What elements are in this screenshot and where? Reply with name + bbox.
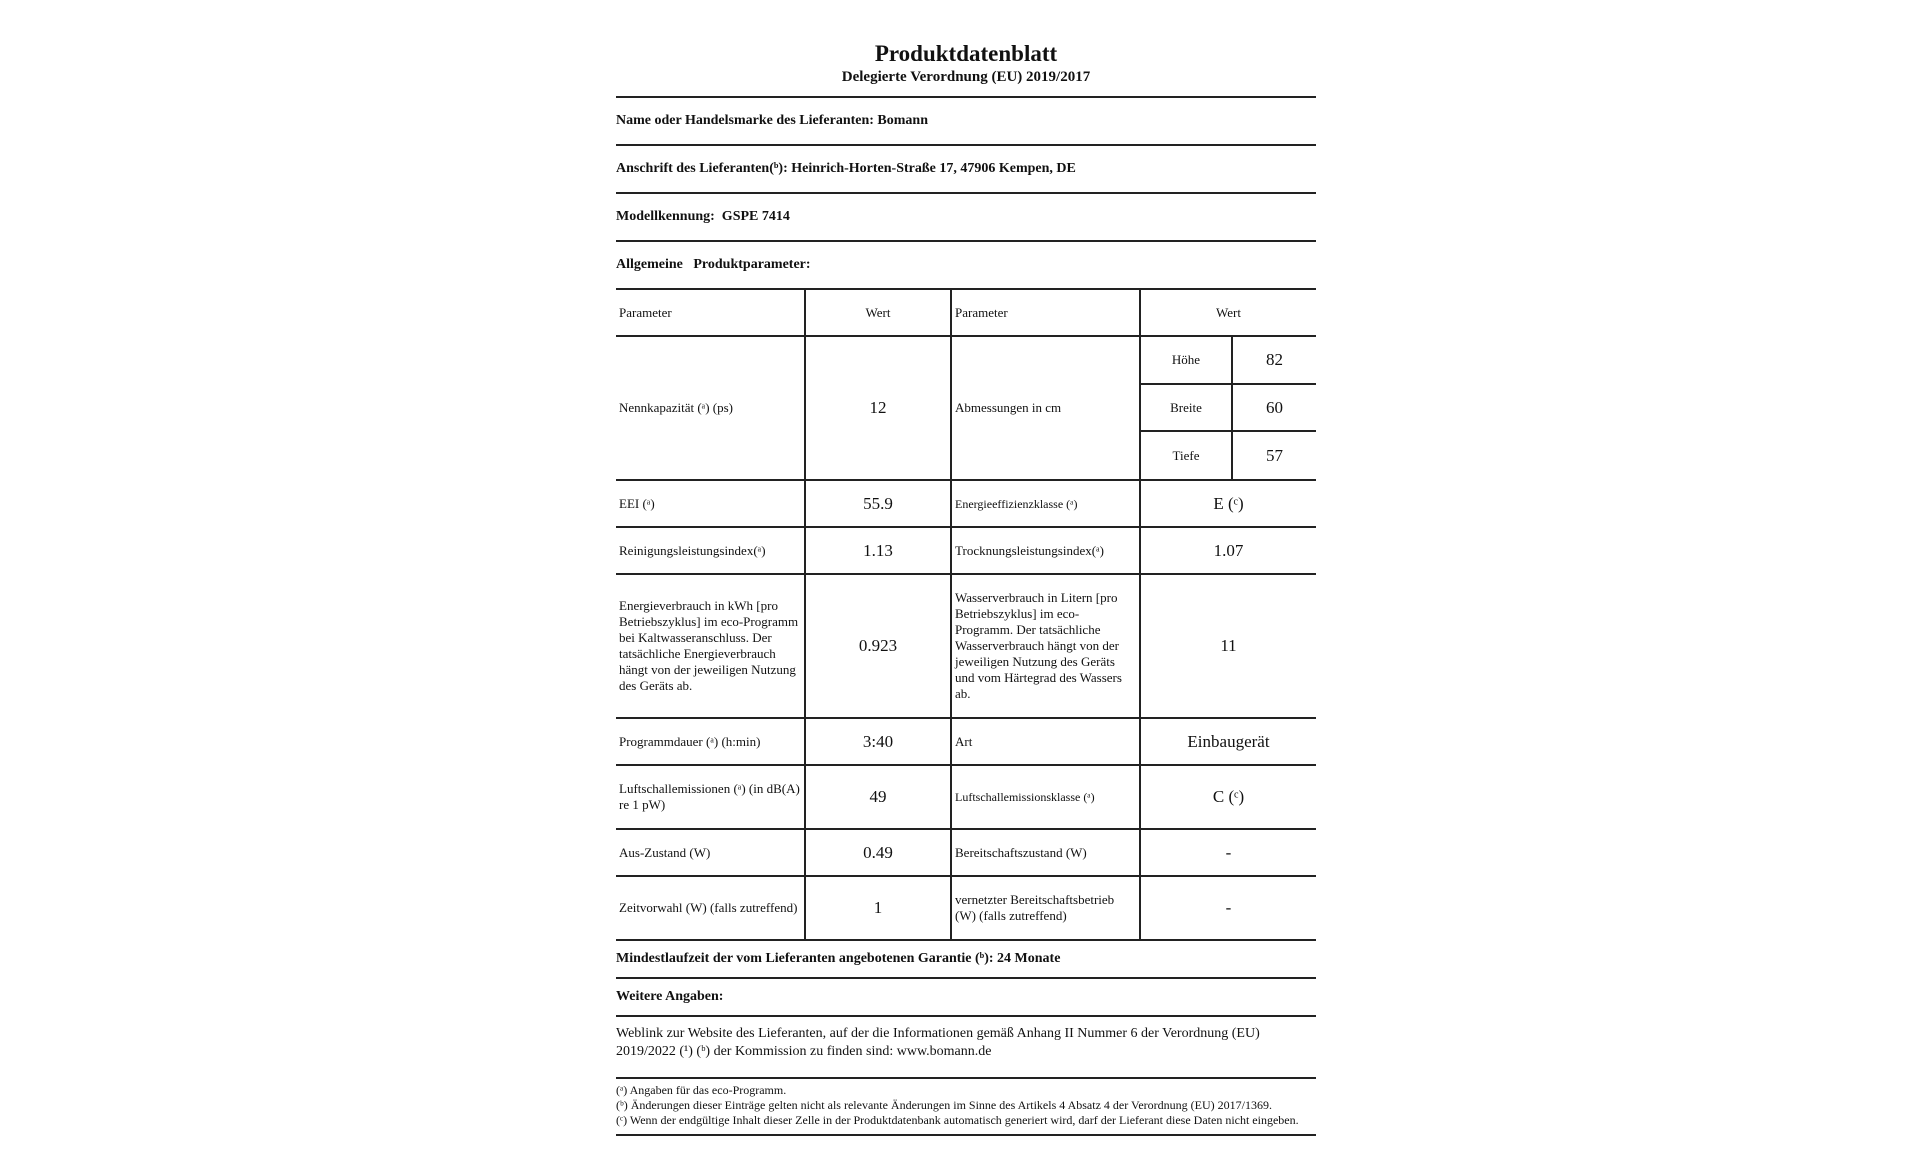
footnote-b: (ᵇ) Änderungen dieser Einträge gelten nicht als relevante Änderungen im Sinne des Artikels 4 Absatz 4 der Verordnung (EU) 2017/1369. <box>616 1098 1272 1112</box>
networked-standby-label: vernetzter Bereitschaftsbetrieb (W) (falls zutreffend) <box>951 876 1140 940</box>
supplier-address: Anschrift des Lieferanten(ᵇ): Heinrich-Horten-Straße 17, 47906 Kempen, DE <box>616 161 1076 176</box>
table-header-row <box>616 289 1316 336</box>
header-parameter-2: Parameter <box>951 289 1140 336</box>
water-consumption-label: Wasserverbrauch in Litern [pro Betriebszyklus] im eco-Programm. Der tatsächliche Wasserverbrauch hängt von der jeweiligen Nutzung des Geräts und vom Härtegrad des Wassers ab. <box>951 574 1140 718</box>
dim-value-depth: 57 <box>1266 445 1283 465</box>
supplier-address-row <box>616 146 1316 194</box>
table-row <box>616 718 1316 765</box>
noise-emission-value: 49 <box>805 765 951 829</box>
table-row <box>616 527 1316 574</box>
document-title: Produktdatenblatt <box>874 41 1058 66</box>
dim-label-depth: Tiefe <box>1141 431 1232 479</box>
dimensions-subtable <box>1141 337 1316 479</box>
product-data-sheet <box>616 40 1316 1136</box>
parameter-table <box>616 288 1316 941</box>
table-row <box>616 336 1316 480</box>
drying-index-label: Trocknungsleistungsindex(ᵃ) <box>951 527 1140 574</box>
cleaning-index-label: Reinigungsleistungsindex(ᵃ) <box>616 527 805 574</box>
cleaning-index-value: 1.13 <box>805 527 951 574</box>
footnotes <box>616 1079 1316 1136</box>
supplier-name-row <box>616 98 1316 146</box>
model-identifier: Modellkennung: GSPE 7414 <box>616 209 790 224</box>
eei-value: 55.9 <box>805 480 951 527</box>
guarantee-text: Mindestlaufzeit der vom Lieferanten angebotenen Garantie (ᵇ): 24 Monate <box>616 951 1061 966</box>
drying-index-value: 1.07 <box>1140 527 1316 574</box>
general-params-heading: Allgemeine Produktparameter: <box>616 257 811 272</box>
guarantee-row <box>616 941 1316 979</box>
table-row <box>616 765 1316 829</box>
document-subtitle: Delegierte Verordnung (EU) 2019/2017 <box>841 69 1091 85</box>
weblink-text: Weblink zur Website des Lieferanten, auf der die Informationen gemäß Anhang II Nummer 6 der Verordnung (EU) 2019/2022 (¹) (ᵇ) der Kommission zu finden sind: www.bomann.de <box>616 1026 1260 1059</box>
energy-consumption-label: Energieverbrauch in kWh [pro Betriebszyklus] im eco-Programm bei Kaltwasseranschluss. Der tatsächliche Energieverbrauch hängt von der jeweiligen Nutzung des Geräts ab. <box>616 574 805 718</box>
table-row <box>1141 431 1316 479</box>
more-info-heading: Weitere Angaben: <box>616 989 724 1004</box>
water-consumption-value: 11 <box>1140 574 1316 718</box>
footnote-c: (ᶜ) Wenn der endgültige Inhalt dieser Zelle in der Produktdatenbank automatisch generiert wird, darf der Lieferant diese Daten nicht eingeben. <box>616 1113 1299 1127</box>
type-value: Einbaugerät <box>1140 718 1316 765</box>
energy-class-label: Energieeffizienzklasse (ᵃ) <box>951 480 1140 527</box>
off-mode-label: Aus-Zustand (W) <box>616 829 805 876</box>
delay-start-label: Zeitvorwahl (W) (falls zutreffend) <box>616 876 805 940</box>
dim-label-width: Breite <box>1141 384 1232 431</box>
delay-start-value: 1 <box>805 876 951 940</box>
energy-class-value: E (ᶜ) <box>1140 480 1316 527</box>
header-parameter-1: Parameter <box>616 289 805 336</box>
dim-value-height: 82 <box>1232 337 1316 384</box>
noise-class-label: Luftschallemissionsklasse (ᵃ) <box>951 765 1140 829</box>
table-row <box>1141 384 1316 431</box>
standby-label: Bereitschaftszustand (W) <box>951 829 1140 876</box>
table-row <box>1141 337 1316 384</box>
table-row <box>616 574 1316 718</box>
header-value-2: Wert <box>1140 289 1316 336</box>
more-info-row <box>616 979 1316 1017</box>
program-duration-value: 3:40 <box>805 718 951 765</box>
dimensions-label: Abmessungen in cm <box>951 336 1140 480</box>
dim-value-width: 60 <box>1232 384 1316 431</box>
noise-class-value: C (ᶜ) <box>1140 765 1316 829</box>
general-params-row <box>616 242 1316 288</box>
supplier-name: Name oder Handelsmarke des Lieferanten: Bomann <box>616 113 928 128</box>
noise-emission-label: Luftschallemissionen (ᵃ) (in dB(A) re 1 pW) <box>616 765 805 829</box>
table-row <box>616 876 1316 940</box>
standby-value: - <box>1140 829 1316 876</box>
rated-capacity-value: 12 <box>805 336 951 480</box>
footnote-a: (ᵃ) Angaben für das eco-Programm. <box>616 1083 787 1097</box>
table-row <box>616 480 1316 527</box>
rated-capacity-label: Nennkapazität (ᵃ) (ps) <box>616 336 805 480</box>
model-row <box>616 194 1316 242</box>
off-mode-value: 0.49 <box>805 829 951 876</box>
networked-standby-value: - <box>1140 876 1316 940</box>
program-duration-label: Programmdauer (ᵃ) (h:min) <box>616 718 805 765</box>
table-row <box>616 829 1316 876</box>
dim-label-height: Höhe <box>1141 337 1232 384</box>
dimensions-cell <box>1140 336 1316 480</box>
header-value-1: Wert <box>805 289 951 336</box>
energy-consumption-value: 0.923 <box>805 574 951 718</box>
weblink-block <box>616 1017 1316 1079</box>
eei-label: EEI (ᵃ) <box>616 480 805 527</box>
type-label: Art <box>951 718 1140 765</box>
